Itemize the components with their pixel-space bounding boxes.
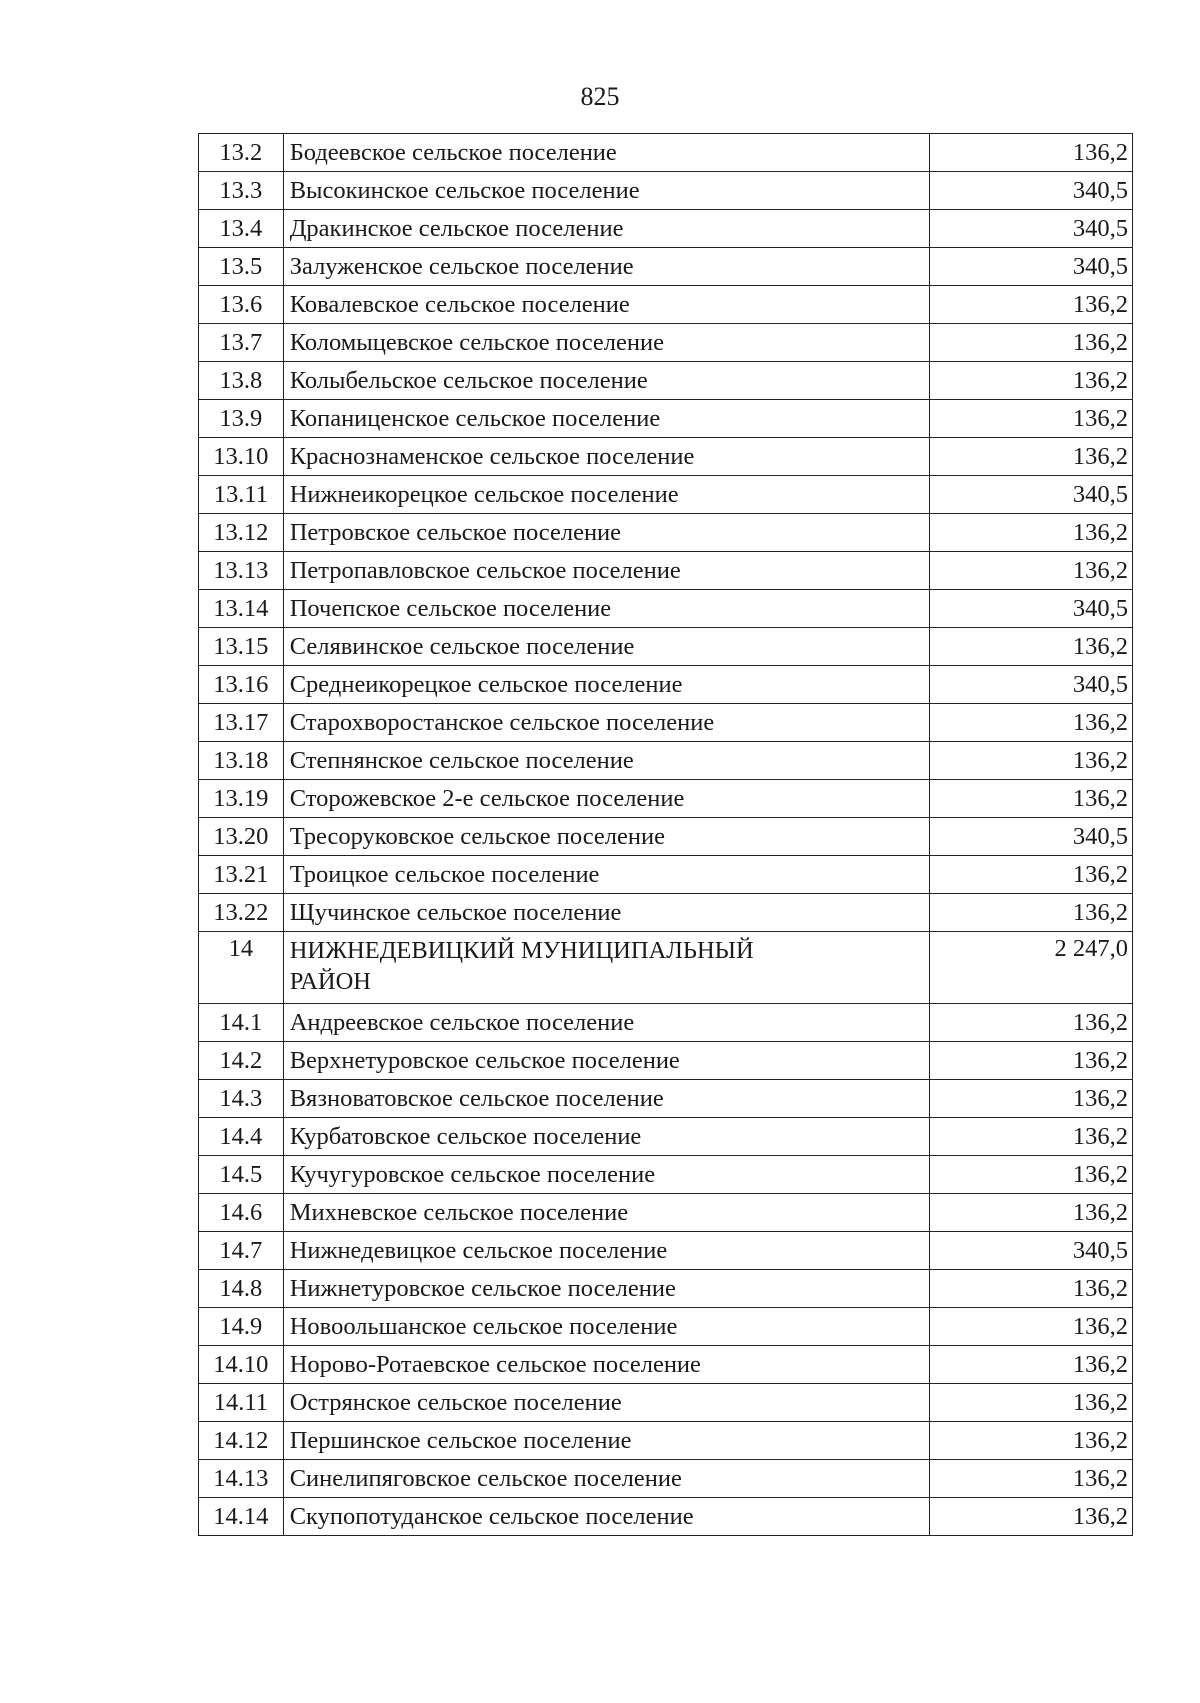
row-name: Петропавловское сельское поселение	[283, 552, 930, 590]
table-row	[199, 514, 1133, 552]
row-name: Щучинское сельское поселение	[283, 894, 930, 932]
row-number: 13.17	[199, 704, 284, 742]
row-value: 136,2	[930, 1118, 1133, 1156]
row-name: Норово-Ротаевское сельское поселение	[283, 1346, 930, 1384]
table-row	[199, 1080, 1133, 1118]
table-row	[199, 590, 1133, 628]
row-number: 14.8	[199, 1270, 284, 1308]
row-name: Петровское сельское поселение	[283, 514, 930, 552]
row-value: 340,5	[930, 818, 1133, 856]
row-name: Копаниценское сельское поселение	[283, 400, 930, 438]
table-row	[199, 1384, 1133, 1422]
row-number: 13.13	[199, 552, 284, 590]
district-row	[199, 932, 1133, 1004]
row-name: Нижнедевицкое сельское поселение	[283, 1232, 930, 1270]
row-name: Степнянское сельское поселение	[283, 742, 930, 780]
row-value: 340,5	[930, 666, 1133, 704]
row-number: 14.14	[199, 1498, 284, 1536]
row-number: 13.2	[199, 134, 284, 172]
table-row	[199, 210, 1133, 248]
row-value: 136,2	[930, 1042, 1133, 1080]
table-row	[199, 1460, 1133, 1498]
row-name: Ковалевское сельское поселение	[283, 286, 930, 324]
table-row	[199, 172, 1133, 210]
row-name: Скупопотуданское сельское поселение	[283, 1498, 930, 1536]
table-row	[199, 1042, 1133, 1080]
row-value: 136,2	[930, 1422, 1133, 1460]
row-number: 13.3	[199, 172, 284, 210]
row-value: 136,2	[930, 400, 1133, 438]
row-number: 13.14	[199, 590, 284, 628]
row-name: Вязноватовское сельское поселение	[283, 1080, 930, 1118]
row-value: 136,2	[930, 134, 1133, 172]
table-row	[199, 286, 1133, 324]
row-value: 136,2	[930, 1156, 1133, 1194]
table-row	[199, 1498, 1133, 1536]
row-number: 14.9	[199, 1308, 284, 1346]
row-value: 136,2	[930, 438, 1133, 476]
row-name: Михневское сельское поселение	[283, 1194, 930, 1232]
row-name: Нижнеикорецкое сельское поселение	[283, 476, 930, 514]
row-value: 136,2	[930, 1308, 1133, 1346]
row-value: 136,2	[930, 1498, 1133, 1536]
row-name: Острянское сельское поселение	[283, 1384, 930, 1422]
table-row	[199, 856, 1133, 894]
row-value: 136,2	[930, 894, 1133, 932]
row-number: 14.1	[199, 1004, 284, 1042]
row-name: Першинское сельское поселение	[283, 1422, 930, 1460]
row-value: 136,2	[930, 1460, 1133, 1498]
row-name: Сторожевское 2-е сельское поселение	[283, 780, 930, 818]
table-row	[199, 1422, 1133, 1460]
table-row	[199, 1194, 1133, 1232]
table-row	[199, 666, 1133, 704]
row-value: 136,2	[930, 1194, 1133, 1232]
row-number: 13.16	[199, 666, 284, 704]
table-row	[199, 1118, 1133, 1156]
row-number: 14.5	[199, 1156, 284, 1194]
row-value: 136,2	[930, 324, 1133, 362]
row-number: 13.12	[199, 514, 284, 552]
row-number: 13.20	[199, 818, 284, 856]
page-number: 825	[580, 82, 620, 111]
row-name: Коломыцевское сельское поселение	[283, 324, 930, 362]
row-value: 136,2	[930, 552, 1133, 590]
row-value: 340,5	[930, 210, 1133, 248]
row-value: 136,2	[930, 1346, 1133, 1384]
row-name: Селявинское сельское поселение	[283, 628, 930, 666]
table-row	[199, 1308, 1133, 1346]
row-number: 14.11	[199, 1384, 284, 1422]
row-name: Залуженское сельское поселение	[283, 248, 930, 286]
row-name: Старохворостанское сельское поселение	[283, 704, 930, 742]
table-body	[199, 134, 1133, 1536]
row-value: 136,2	[930, 856, 1133, 894]
row-value: 136,2	[930, 1270, 1133, 1308]
table-row	[199, 1156, 1133, 1194]
row-number: 14.4	[199, 1118, 284, 1156]
row-value: 136,2	[930, 780, 1133, 818]
table-row	[199, 894, 1133, 932]
row-name: Новоольшанское сельское поселение	[283, 1308, 930, 1346]
table-row	[199, 324, 1133, 362]
row-number: 14.12	[199, 1422, 284, 1460]
table-row	[199, 248, 1133, 286]
row-number: 13.8	[199, 362, 284, 400]
row-name: Дракинское сельское поселение	[283, 210, 930, 248]
row-name: Колыбельское сельское поселение	[283, 362, 930, 400]
table-row	[199, 552, 1133, 590]
row-name: Краснознаменское сельское поселение	[283, 438, 930, 476]
row-value: 340,5	[930, 590, 1133, 628]
row-number: 13.10	[199, 438, 284, 476]
table-row	[199, 742, 1133, 780]
row-number: 14.6	[199, 1194, 284, 1232]
row-name: НИЖНЕДЕВИЦКИЙ МУНИЦИПАЛЬНЫЙ РАЙОН	[283, 932, 930, 1004]
row-name: Нижнетуровское сельское поселение	[283, 1270, 930, 1308]
row-name: Троицкое сельское поселение	[283, 856, 930, 894]
table-row	[199, 438, 1133, 476]
row-value: 136,2	[930, 628, 1133, 666]
row-number: 14.2	[199, 1042, 284, 1080]
row-number: 13.4	[199, 210, 284, 248]
row-value: 136,2	[930, 704, 1133, 742]
row-name: Кучугуровское сельское поселение	[283, 1156, 930, 1194]
row-value: 136,2	[930, 1384, 1133, 1422]
row-name: Курбатовское сельское поселение	[283, 1118, 930, 1156]
row-number: 14.13	[199, 1460, 284, 1498]
row-name: Высокинское сельское поселение	[283, 172, 930, 210]
row-number: 13.6	[199, 286, 284, 324]
row-number: 13.5	[199, 248, 284, 286]
row-value: 136,2	[930, 1080, 1133, 1118]
row-number: 13.15	[199, 628, 284, 666]
row-number: 13.19	[199, 780, 284, 818]
row-number: 13.21	[199, 856, 284, 894]
table-row	[199, 780, 1133, 818]
row-name: Почепское сельское поселение	[283, 590, 930, 628]
row-number: 14.7	[199, 1232, 284, 1270]
table-row	[199, 1232, 1133, 1270]
row-name: Синелипяговское сельское поселение	[283, 1460, 930, 1498]
row-value: 340,5	[930, 172, 1133, 210]
table-row	[199, 704, 1133, 742]
row-value: 136,2	[930, 742, 1133, 780]
row-value: 340,5	[930, 1232, 1133, 1270]
table-row	[199, 476, 1133, 514]
table-row	[199, 1270, 1133, 1308]
row-number: 13.22	[199, 894, 284, 932]
table-row	[199, 628, 1133, 666]
row-value: 136,2	[930, 514, 1133, 552]
row-number: 13.7	[199, 324, 284, 362]
table-row	[199, 818, 1133, 856]
row-number: 13.18	[199, 742, 284, 780]
row-name: Андреевское сельское поселение	[283, 1004, 930, 1042]
row-value: 340,5	[930, 476, 1133, 514]
row-name: Среднеикорецкое сельское поселение	[283, 666, 930, 704]
row-value: 136,2	[930, 286, 1133, 324]
row-number: 14	[199, 932, 284, 1004]
table-row	[199, 1346, 1133, 1384]
row-name: Тресоруковское сельское поселение	[283, 818, 930, 856]
row-number: 14.3	[199, 1080, 284, 1118]
row-value: 2 247,0	[930, 932, 1133, 1004]
table-row	[199, 134, 1133, 172]
row-value: 340,5	[930, 248, 1133, 286]
row-number: 14.10	[199, 1346, 284, 1384]
row-name: Бодеевское сельское поселение	[283, 134, 930, 172]
allocation-table	[198, 133, 1133, 1536]
table-row	[199, 362, 1133, 400]
table-row	[199, 400, 1133, 438]
table-row	[199, 1004, 1133, 1042]
row-name: Верхнетуровское сельское поселение	[283, 1042, 930, 1080]
row-number: 13.11	[199, 476, 284, 514]
row-value: 136,2	[930, 362, 1133, 400]
row-number: 13.9	[199, 400, 284, 438]
row-value: 136,2	[930, 1004, 1133, 1042]
